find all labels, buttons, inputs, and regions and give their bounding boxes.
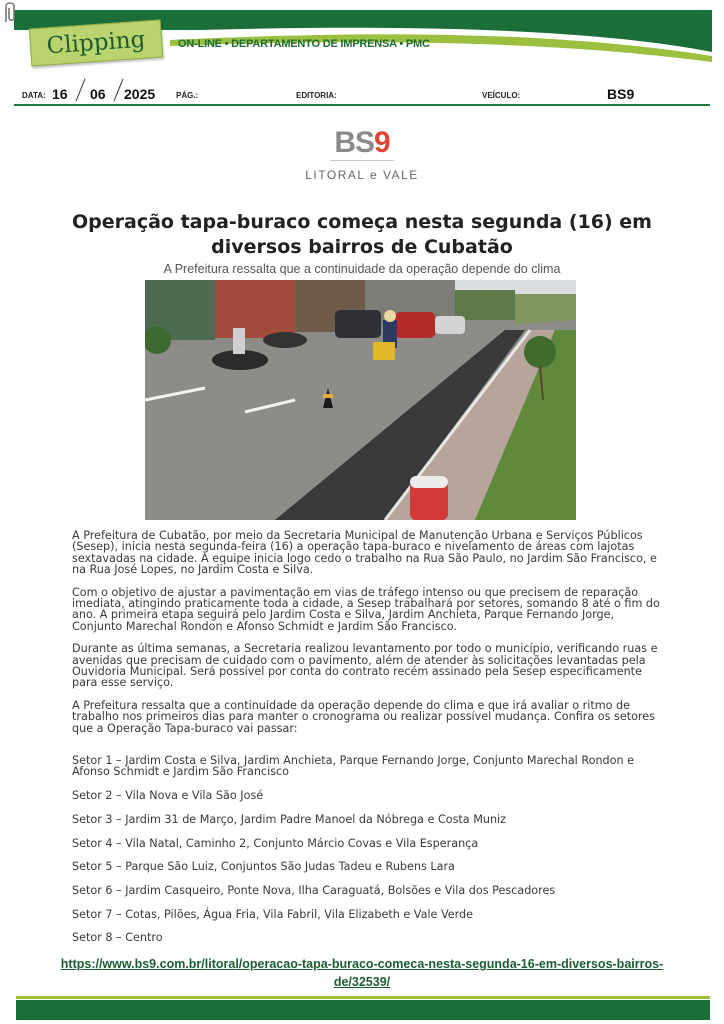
- sector-list: [72, 755, 662, 956]
- article-title: Operação tapa-buraco começa nesta segunda (16) em diversos bairros de Cubatão: [72, 211, 652, 258]
- date-separator: [114, 79, 124, 102]
- paperclip-icon: [0, 0, 22, 24]
- date-year: 2025: [124, 86, 156, 102]
- clipping-badge: Clipping: [29, 19, 163, 66]
- date-month: 06: [90, 86, 106, 102]
- date-label: DATA:: [22, 91, 46, 100]
- sector-item: Setor 8 – Centro: [72, 931, 163, 945]
- header-subtitle: ON-LINE • DEPARTAMENTO DE IMPRENSA • PMC: [178, 38, 430, 50]
- sector-item: Setor 7 – Cotas, Pilões, Água Fria, Vila Fabril, Vila Elizabeth e Vale Verde: [72, 907, 474, 921]
- sector-item: Setor 6 – Jardim Casqueiro, Ponte Nova, Ilha Caraguatá, Bolsões e Vila dos Pescadores: [72, 883, 556, 897]
- clipping-header: [0, 0, 724, 80]
- clipping-meta: [20, 84, 710, 104]
- veiculo-label: VEÍCULO:: [482, 91, 521, 100]
- date-day: 16: [52, 86, 68, 102]
- article-paragraph: A Prefeitura de Cubatão, por meio da Secretaria Municipal de Manutenção Urbana e Serviços Públicos (Sesep), inicia nesta segunda-feira (16) a operação tapa-buraco e nivelamento de áreas com lajotas sextavadas na cidade. A equipe inicia logo cedo o trabalho na Rua São Paulo, no Jardim São Francisco, e na Rua José Lopes, no Jardim Costa e Silva.: [72, 529, 657, 577]
- footer-bar: [16, 1000, 710, 1020]
- street-repair-photo: [145, 280, 576, 520]
- footer-accent-bar: [16, 996, 710, 999]
- editoria-label: EDITORIA:: [296, 91, 337, 100]
- article-photo: [145, 280, 576, 520]
- sector-item: Setor 3 – Jardim 31 de Março, Jardim Padre Manoel da Nóbrega e Costa Muniz: [72, 812, 507, 826]
- bs9-logo: [300, 126, 424, 186]
- logo-divider: [330, 160, 394, 161]
- date-separator: [76, 79, 86, 102]
- page-label: PÁG.:: [176, 91, 199, 100]
- logo-tagline: LITORAL e VALE: [305, 168, 419, 182]
- veiculo-value: BS9: [607, 86, 635, 102]
- sector-item: Setor 5 – Parque São Luiz, Conjuntos São Judas Tadeu e Rubens Lara: [72, 860, 455, 874]
- sector-item: Setor 1 – Jardim Costa e Silva, Jardim Anchieta, Parque Fernando Jorge, Conjunto Marechal Rondon e Afonso Schmidt e Jardim São Francisco: [72, 754, 635, 779]
- meta-divider: [14, 104, 710, 106]
- sector-item: Setor 2 – Vila Nova e Vila São José: [72, 789, 264, 803]
- article-source-link[interactable]: https://www.bs9.com.br/litoral/operacao-tapa-buraco-comeca-nesta-segunda-16-em-diversos-bairros-de/32539/: [60, 957, 664, 989]
- sector-item: Setor 4 – Vila Natal, Caminho 2, Conjunto Márcio Covas e Vila Esperança: [72, 836, 479, 850]
- article-paragraph: Com o objetivo de ajustar a pavimentação em vias de tráfego intenso ou que precisem de reparação imediata, atingindo praticamente toda a cidade, a Sesep trabalhará por setores, somando 8 até o fim do ano. A primeira etapa seguirá pelo Jardim Costa e Silva, Jardim Anchieta, Parque Fernando Jorge, Conjunto Marechal Rondon e Afonso Schmidt e Jardim São Francisco.: [72, 585, 660, 633]
- article-paragraph: Durante as última semanas, a Secretaria realizou levantamento por todo o município, verificando ruas e avenidas que precisam de cuidado com o pavimento, além de atender às solicitações levantadas pela Ouvidoria Municipal. Será possível por conta do contrato recém assinado pela Sesep especificamente para esse serviço.: [72, 642, 658, 690]
- bs9-wordmark: BS9: [334, 126, 390, 159]
- article-subtitle: A Prefeitura ressalta que a continuidade da operação depende do clima: [163, 262, 561, 276]
- article-paragraph: A Prefeitura ressalta que a continuidade da operação depende do clima e que irá avaliar o ritmo de trabalho nos primeiros dias para manter o cronograma ou realizar possível mudança. Confira os setores que a Operação Tapa-buraco vai passar:: [72, 698, 655, 735]
- article-body: [72, 530, 662, 745]
